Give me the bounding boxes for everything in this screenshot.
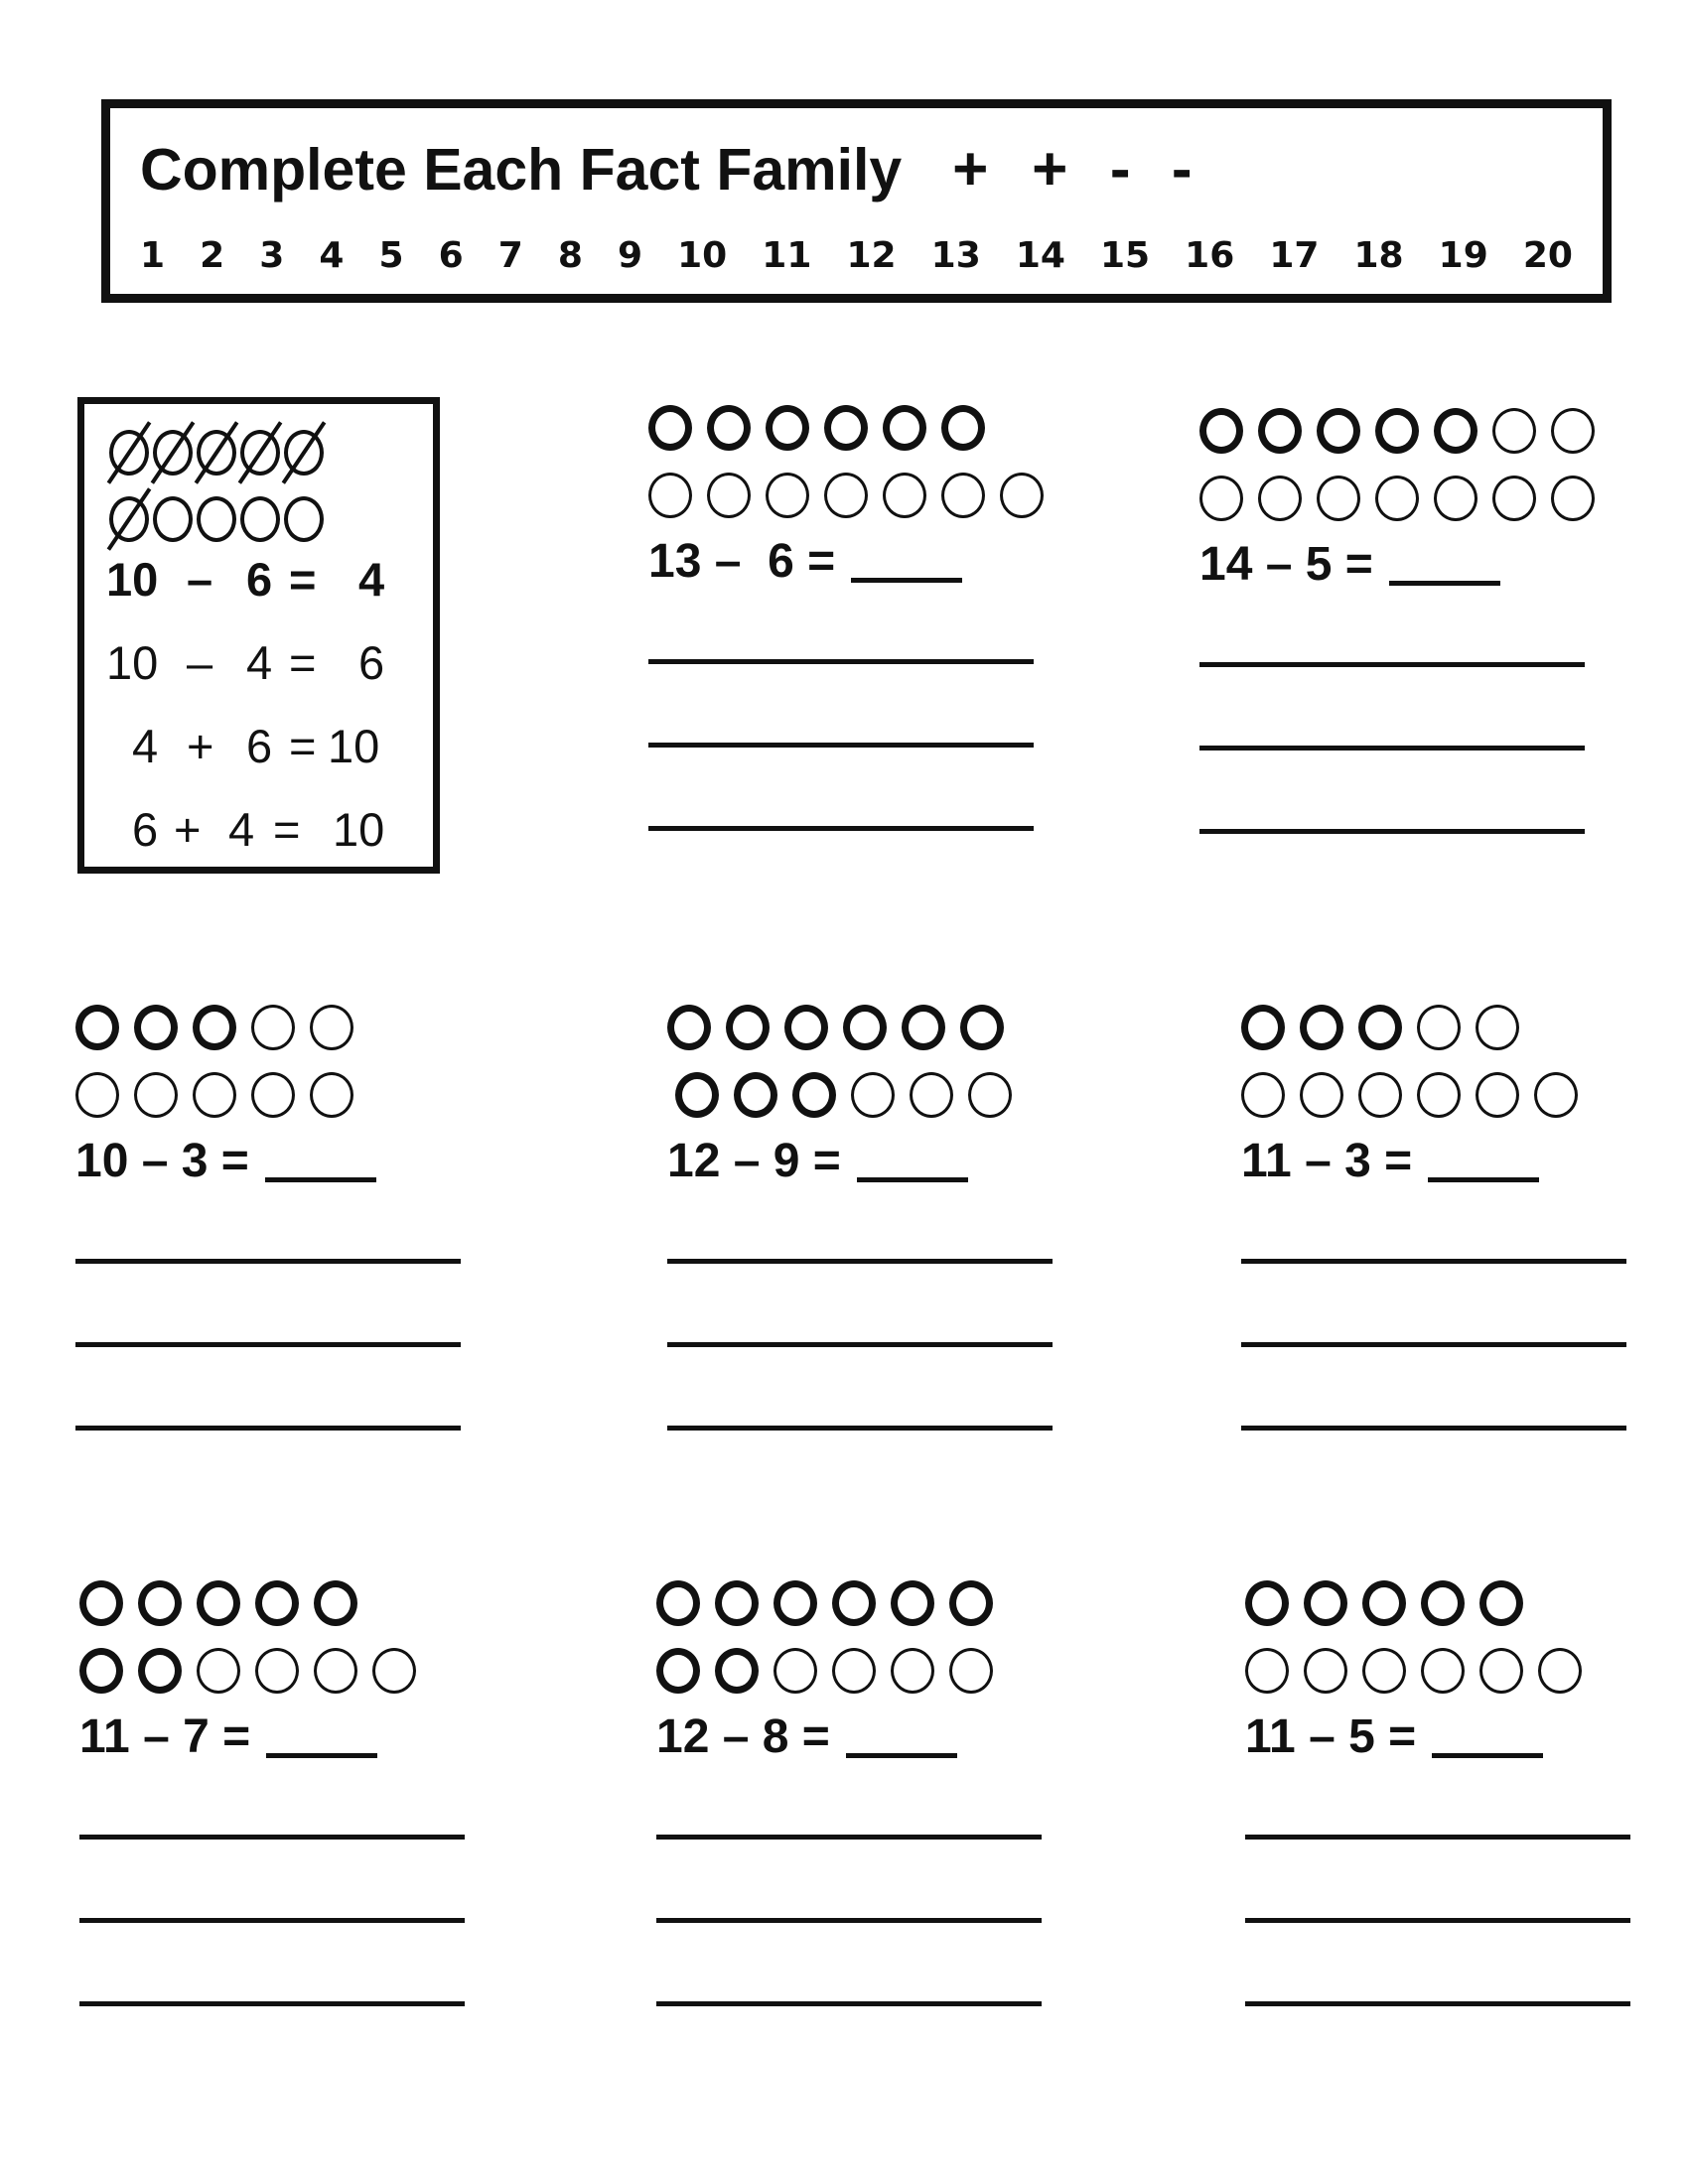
bold-circle-icon — [1300, 1005, 1343, 1050]
answer-blank[interactable] — [265, 1177, 376, 1182]
crossed-circle-icon — [109, 430, 149, 476]
circle-icon — [153, 496, 193, 542]
circle-icon — [372, 1648, 416, 1694]
answer-blank[interactable] — [851, 578, 962, 583]
writing-line[interactable] — [1241, 1426, 1626, 1431]
circle-icon — [648, 473, 692, 518]
operand: 10 — [106, 553, 159, 606]
result: 10 — [328, 720, 380, 772]
circle-icon — [1492, 408, 1536, 454]
bold-circle-icon — [1421, 1580, 1465, 1626]
circle-icon — [1551, 476, 1595, 521]
bold-circle-icon — [138, 1580, 182, 1626]
circle-icon — [891, 1648, 934, 1694]
number: 17 — [1269, 235, 1320, 276]
circle-icon — [968, 1072, 1012, 1118]
result: 4 — [358, 553, 385, 606]
circle-icon — [1417, 1005, 1461, 1050]
circle-icon — [193, 1072, 236, 1118]
plus-sign: + — [952, 135, 989, 204]
circle-icon — [774, 1648, 817, 1694]
circle-icon — [310, 1072, 353, 1118]
problem-equation — [1241, 1134, 1539, 1188]
circle-icon — [1476, 1072, 1519, 1118]
bold-circle-icon — [255, 1580, 299, 1626]
minus-sign: - — [1109, 135, 1131, 204]
circle-icon — [851, 1072, 895, 1118]
circle-icon — [1362, 1648, 1406, 1694]
equation-text: 11 – 3 = — [1241, 1135, 1413, 1187]
writing-line[interactable] — [1245, 1918, 1630, 1923]
answer-blank[interactable] — [1389, 581, 1500, 586]
writing-line[interactable] — [667, 1426, 1053, 1431]
equals-sign: = — [289, 720, 317, 772]
counter-circles-row — [648, 473, 1058, 518]
bold-circle-icon — [1241, 1005, 1285, 1050]
worksheet-title: Complete Each Fact Family — [140, 136, 903, 203]
counter-circles-row — [79, 1648, 431, 1694]
circle-icon — [1538, 1648, 1582, 1694]
number: 15 — [1099, 235, 1151, 276]
bold-circle-icon — [774, 1580, 817, 1626]
writing-line[interactable] — [75, 1342, 461, 1347]
number: 20 — [1522, 235, 1573, 276]
bold-circle-icon — [941, 405, 985, 451]
header-title-row — [140, 134, 1201, 205]
counter-circles-row — [667, 1005, 1019, 1050]
number: 14 — [1015, 235, 1065, 276]
example-box — [77, 397, 440, 874]
number: 12 — [846, 235, 897, 276]
writing-line[interactable] — [1245, 1835, 1630, 1840]
bold-circle-icon — [1434, 408, 1477, 454]
writing-line[interactable] — [648, 743, 1034, 748]
equation-text: 11 – 5 = — [1245, 1710, 1417, 1763]
circle-icon — [1534, 1072, 1578, 1118]
result: 10 — [333, 803, 385, 856]
writing-line[interactable] — [79, 2001, 465, 2006]
operand: 10 — [106, 636, 159, 689]
circle-icon — [1304, 1648, 1347, 1694]
bold-circle-icon — [656, 1580, 700, 1626]
circle-icon — [1000, 473, 1044, 518]
counter-circles-row — [75, 1072, 368, 1118]
equals-sign: = — [289, 636, 317, 689]
circle-icon — [1258, 476, 1302, 521]
bold-circle-icon — [784, 1005, 828, 1050]
counter-circles-row — [648, 405, 1000, 451]
circle-icon — [707, 473, 751, 518]
counter-circles-row — [656, 1648, 1008, 1694]
writing-line[interactable] — [75, 1426, 461, 1431]
circle-icon — [75, 1072, 119, 1118]
circle-icon — [1358, 1072, 1402, 1118]
circle-icon — [1375, 476, 1419, 521]
problem-equation — [667, 1134, 968, 1188]
operand: 4 — [132, 720, 159, 772]
counter-circles-row — [75, 1005, 368, 1050]
circle-icon — [197, 1648, 240, 1694]
bold-circle-icon — [1245, 1580, 1289, 1626]
crossed-circle-icon — [153, 430, 193, 476]
writing-line[interactable] — [667, 1259, 1053, 1264]
circle-icon — [251, 1072, 295, 1118]
counter-circles-row — [656, 1580, 1008, 1626]
bold-circle-icon — [949, 1580, 993, 1626]
counter-circles-row — [1245, 1580, 1538, 1626]
crossed-circle-icon — [109, 496, 149, 542]
writing-line[interactable] — [1245, 2001, 1630, 2006]
header-box — [101, 99, 1612, 303]
equation-text: 12 – 9 = — [667, 1135, 841, 1187]
number: 3 — [259, 235, 285, 276]
operator: – — [187, 553, 213, 606]
writing-line[interactable] — [1199, 662, 1585, 667]
problem-equation — [1199, 537, 1500, 592]
bold-circle-icon — [883, 405, 926, 451]
number: 13 — [930, 235, 981, 276]
circle-icon — [1479, 1648, 1523, 1694]
circle-icon — [1421, 1648, 1465, 1694]
example-equation-2 — [84, 635, 433, 695]
number: 4 — [319, 235, 345, 276]
bold-circle-icon — [1317, 408, 1360, 454]
circle-icon — [910, 1072, 953, 1118]
bold-circle-icon — [314, 1580, 357, 1626]
operand: 4 — [228, 803, 255, 856]
circle-icon — [832, 1648, 876, 1694]
number: 11 — [762, 235, 812, 276]
number: 1 — [140, 235, 166, 276]
answer-blank[interactable] — [1432, 1753, 1543, 1758]
equation-text: 10 – 3 = — [75, 1135, 249, 1187]
bold-circle-icon — [715, 1580, 759, 1626]
number: 16 — [1185, 235, 1235, 276]
answer-blank[interactable] — [857, 1177, 968, 1182]
bold-circle-icon — [1362, 1580, 1406, 1626]
operand: 6 — [246, 720, 273, 772]
crossed-circle-icon — [284, 430, 324, 476]
crossed-circle-icon — [197, 430, 236, 476]
bold-circle-icon — [715, 1648, 759, 1694]
answer-blank[interactable] — [846, 1753, 957, 1758]
writing-line[interactable] — [1241, 1259, 1626, 1264]
example-equation-4 — [84, 802, 433, 862]
bold-circle-icon — [75, 1005, 119, 1050]
bold-circle-icon — [675, 1072, 719, 1118]
circle-icon — [1245, 1648, 1289, 1694]
circle-icon — [941, 473, 985, 518]
equation-text: 14 – 5 = — [1199, 538, 1373, 591]
circle-icon — [310, 1005, 353, 1050]
bold-circle-icon — [1375, 408, 1419, 454]
result: 6 — [358, 636, 385, 689]
bold-circle-icon — [891, 1580, 934, 1626]
circle-icon — [883, 473, 926, 518]
bold-circle-icon — [766, 405, 809, 451]
bold-circle-icon — [79, 1580, 123, 1626]
bold-circle-icon — [1304, 1580, 1347, 1626]
circle-icon — [1241, 1072, 1285, 1118]
bold-circle-icon — [1258, 408, 1302, 454]
circle-icon — [134, 1072, 178, 1118]
circle-icon — [255, 1648, 299, 1694]
number: 10 — [677, 235, 728, 276]
number: 2 — [200, 235, 225, 276]
writing-line[interactable] — [648, 826, 1034, 831]
operator: + — [187, 720, 214, 772]
bold-circle-icon — [667, 1005, 711, 1050]
equation-text: 11 – 7 = — [79, 1710, 251, 1763]
minus-sign: - — [1171, 135, 1193, 204]
writing-line[interactable] — [75, 1259, 461, 1264]
circle-icon — [949, 1648, 993, 1694]
bold-circle-icon — [734, 1072, 777, 1118]
bold-circle-icon — [193, 1005, 236, 1050]
number: 19 — [1438, 235, 1488, 276]
operator: + — [174, 803, 202, 856]
equation-text: 12 – 8 = — [656, 1710, 830, 1763]
bold-circle-icon — [197, 1580, 240, 1626]
example-equation-1 — [84, 552, 433, 612]
operand: 6 — [246, 553, 273, 606]
counter-circles-row — [1241, 1005, 1534, 1050]
number: 18 — [1353, 235, 1404, 276]
answer-blank[interactable] — [266, 1753, 377, 1758]
bold-circle-icon — [843, 1005, 887, 1050]
bold-circle-icon — [134, 1005, 178, 1050]
writing-line[interactable] — [1199, 746, 1585, 751]
crossed-circle-icon — [240, 430, 280, 476]
equation-text: 13 – 6 = — [648, 535, 836, 588]
number-line — [140, 235, 1573, 276]
counter-circles-row — [1199, 476, 1610, 521]
counter-circles-row — [1199, 408, 1610, 454]
circle-icon — [197, 496, 236, 542]
bold-circle-icon — [1358, 1005, 1402, 1050]
bold-circle-icon — [824, 405, 868, 451]
equals-sign: = — [289, 553, 317, 606]
circle-icon — [284, 496, 324, 542]
writing-line[interactable] — [667, 1342, 1053, 1347]
problem-equation — [656, 1709, 957, 1764]
problem-equation — [648, 534, 962, 589]
bold-circle-icon — [792, 1072, 836, 1118]
example-circles-row-2 — [109, 496, 324, 542]
bold-circle-icon — [726, 1005, 770, 1050]
circle-icon — [1199, 476, 1243, 521]
writing-line[interactable] — [656, 1835, 1042, 1840]
circle-icon — [314, 1648, 357, 1694]
answer-blank[interactable] — [1428, 1177, 1539, 1182]
bold-circle-icon — [707, 405, 751, 451]
operator: – — [187, 636, 213, 689]
circle-icon — [240, 496, 280, 542]
number: 9 — [618, 235, 643, 276]
bold-circle-icon — [648, 405, 692, 451]
bold-circle-icon — [902, 1005, 945, 1050]
plus-sign: + — [1032, 135, 1068, 204]
bold-circle-icon — [656, 1648, 700, 1694]
circle-icon — [824, 473, 868, 518]
writing-line[interactable] — [79, 1835, 465, 1840]
circle-icon — [1476, 1005, 1519, 1050]
circle-icon — [1300, 1072, 1343, 1118]
writing-line[interactable] — [79, 1918, 465, 1923]
circle-icon — [766, 473, 809, 518]
example-circles-row-1 — [109, 430, 324, 476]
number: 5 — [378, 235, 404, 276]
circle-icon — [251, 1005, 295, 1050]
operand: 4 — [246, 636, 273, 689]
counter-circles-row — [1245, 1648, 1597, 1694]
number: 8 — [557, 235, 583, 276]
bold-circle-icon — [79, 1648, 123, 1694]
circle-icon — [1417, 1072, 1461, 1118]
problem-equation — [1245, 1709, 1543, 1764]
writing-line[interactable] — [656, 1918, 1042, 1923]
circle-icon — [1551, 408, 1595, 454]
bold-circle-icon — [832, 1580, 876, 1626]
circle-icon — [1492, 476, 1536, 521]
counter-circles-row — [79, 1580, 372, 1626]
problem-equation — [79, 1709, 377, 1764]
writing-line[interactable] — [656, 2001, 1042, 2006]
number: 6 — [438, 235, 464, 276]
operand: 6 — [132, 803, 159, 856]
bold-circle-icon — [138, 1648, 182, 1694]
bold-circle-icon — [960, 1005, 1004, 1050]
writing-line[interactable] — [648, 659, 1034, 664]
circle-icon — [1434, 476, 1477, 521]
problem-equation — [75, 1134, 376, 1188]
example-equation-3 — [84, 719, 433, 778]
bold-circle-icon — [1479, 1580, 1523, 1626]
equals-sign: = — [273, 803, 301, 856]
counter-circles-row — [1241, 1072, 1593, 1118]
counter-circles-row — [675, 1072, 1027, 1118]
writing-line[interactable] — [1199, 829, 1585, 834]
writing-line[interactable] — [1241, 1342, 1626, 1347]
circle-icon — [1317, 476, 1360, 521]
number: 7 — [497, 235, 523, 276]
bold-circle-icon — [1199, 408, 1243, 454]
